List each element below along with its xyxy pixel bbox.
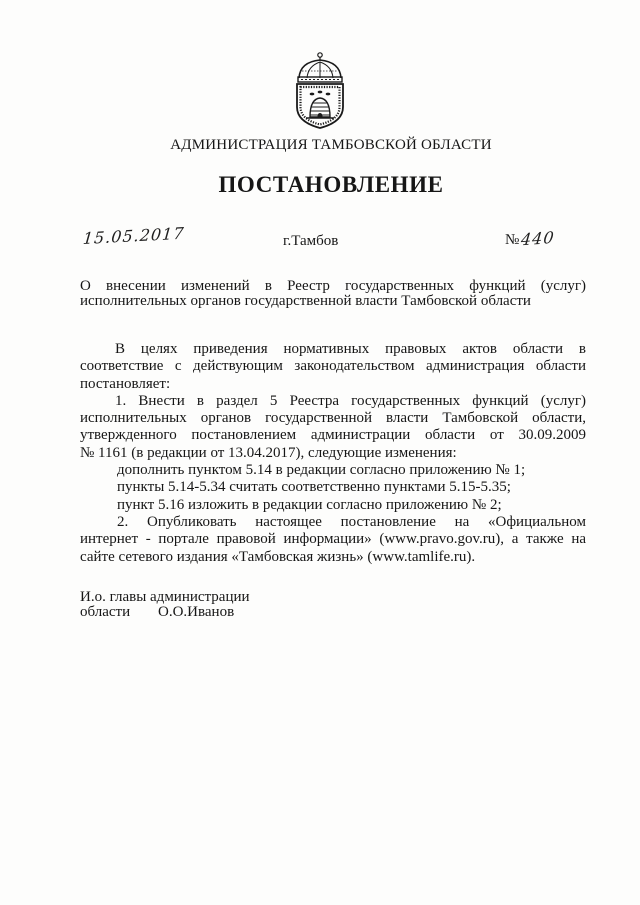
number-label: №: [505, 232, 520, 248]
document-type-heading: ПОСТАНОВЛЕНИЕ: [218, 172, 444, 197]
document-number: [505, 227, 556, 250]
document-body: [80, 341, 586, 566]
body-line: соответствие с действующим законодательством администрация области: [80, 358, 586, 375]
paragraph-change-restate: [80, 497, 586, 514]
organization-name: АДМИНИСТРАЦИЯ ТАМБОВСКОЙ ОБЛАСТИ: [170, 137, 492, 153]
number-value: 440: [520, 227, 556, 250]
signatory-line: [80, 605, 250, 620]
body-line: интернет - портале правовой информации» (www.pravo.gov.ru), а также на: [80, 531, 586, 548]
document-title: [80, 279, 586, 309]
body-line: утвержденного постановлением администрации области от 30.09.2009: [80, 427, 586, 444]
tambov-coat-of-arms-icon: [293, 51, 347, 129]
paragraph-change-add: [80, 462, 586, 479]
body-line: 2. Опубликовать настоящее постановление на «Официальном: [117, 513, 586, 530]
signatory-position: И.о. главы администрации: [80, 589, 250, 605]
body-line: 1. Внести в раздел 5 Реестра государственных функций (услуг): [115, 392, 586, 409]
body-line: постановляет:: [80, 375, 171, 392]
document-date: 15.05.2017: [82, 223, 186, 249]
body-line: исполнительных органов государственной власти Тамбовской области,: [80, 410, 586, 427]
title-line: О внесении изменений в Реестр государственных функций (услуг): [80, 278, 586, 294]
paragraph-item-1: [80, 393, 586, 462]
signatory-position-cont: области: [80, 604, 131, 620]
body-line: дополнить пунктом 5.14 в редакции согласно приложению № 1;: [117, 462, 526, 479]
body-line: В целях приведения нормативных правовых актов области в: [115, 341, 586, 357]
paragraph-preamble: [80, 341, 586, 393]
body-line: пункт 5.16 изложить в редакции согласно приложению № 2;: [117, 496, 502, 513]
title-line: исполнительных органов государственной власти Тамбовской области: [80, 293, 531, 309]
body-line: сайте сетевого издания «Тамбовская жизнь» (www.tamlife.ru).: [80, 548, 476, 565]
signature-block: [80, 590, 250, 620]
document-city: г.Тамбов: [283, 233, 339, 249]
signatory-name: О.О.Иванов: [158, 604, 235, 620]
body-line: пункты 5.14-5.34 считать соответственно пунктами 5.15-5.35;: [117, 479, 511, 496]
paragraph-item-2: [80, 514, 586, 566]
paragraph-change-renumber: [80, 479, 586, 496]
body-line: № 1161 (в редакции от 13.04.2017), следующие изменения:: [80, 444, 457, 461]
